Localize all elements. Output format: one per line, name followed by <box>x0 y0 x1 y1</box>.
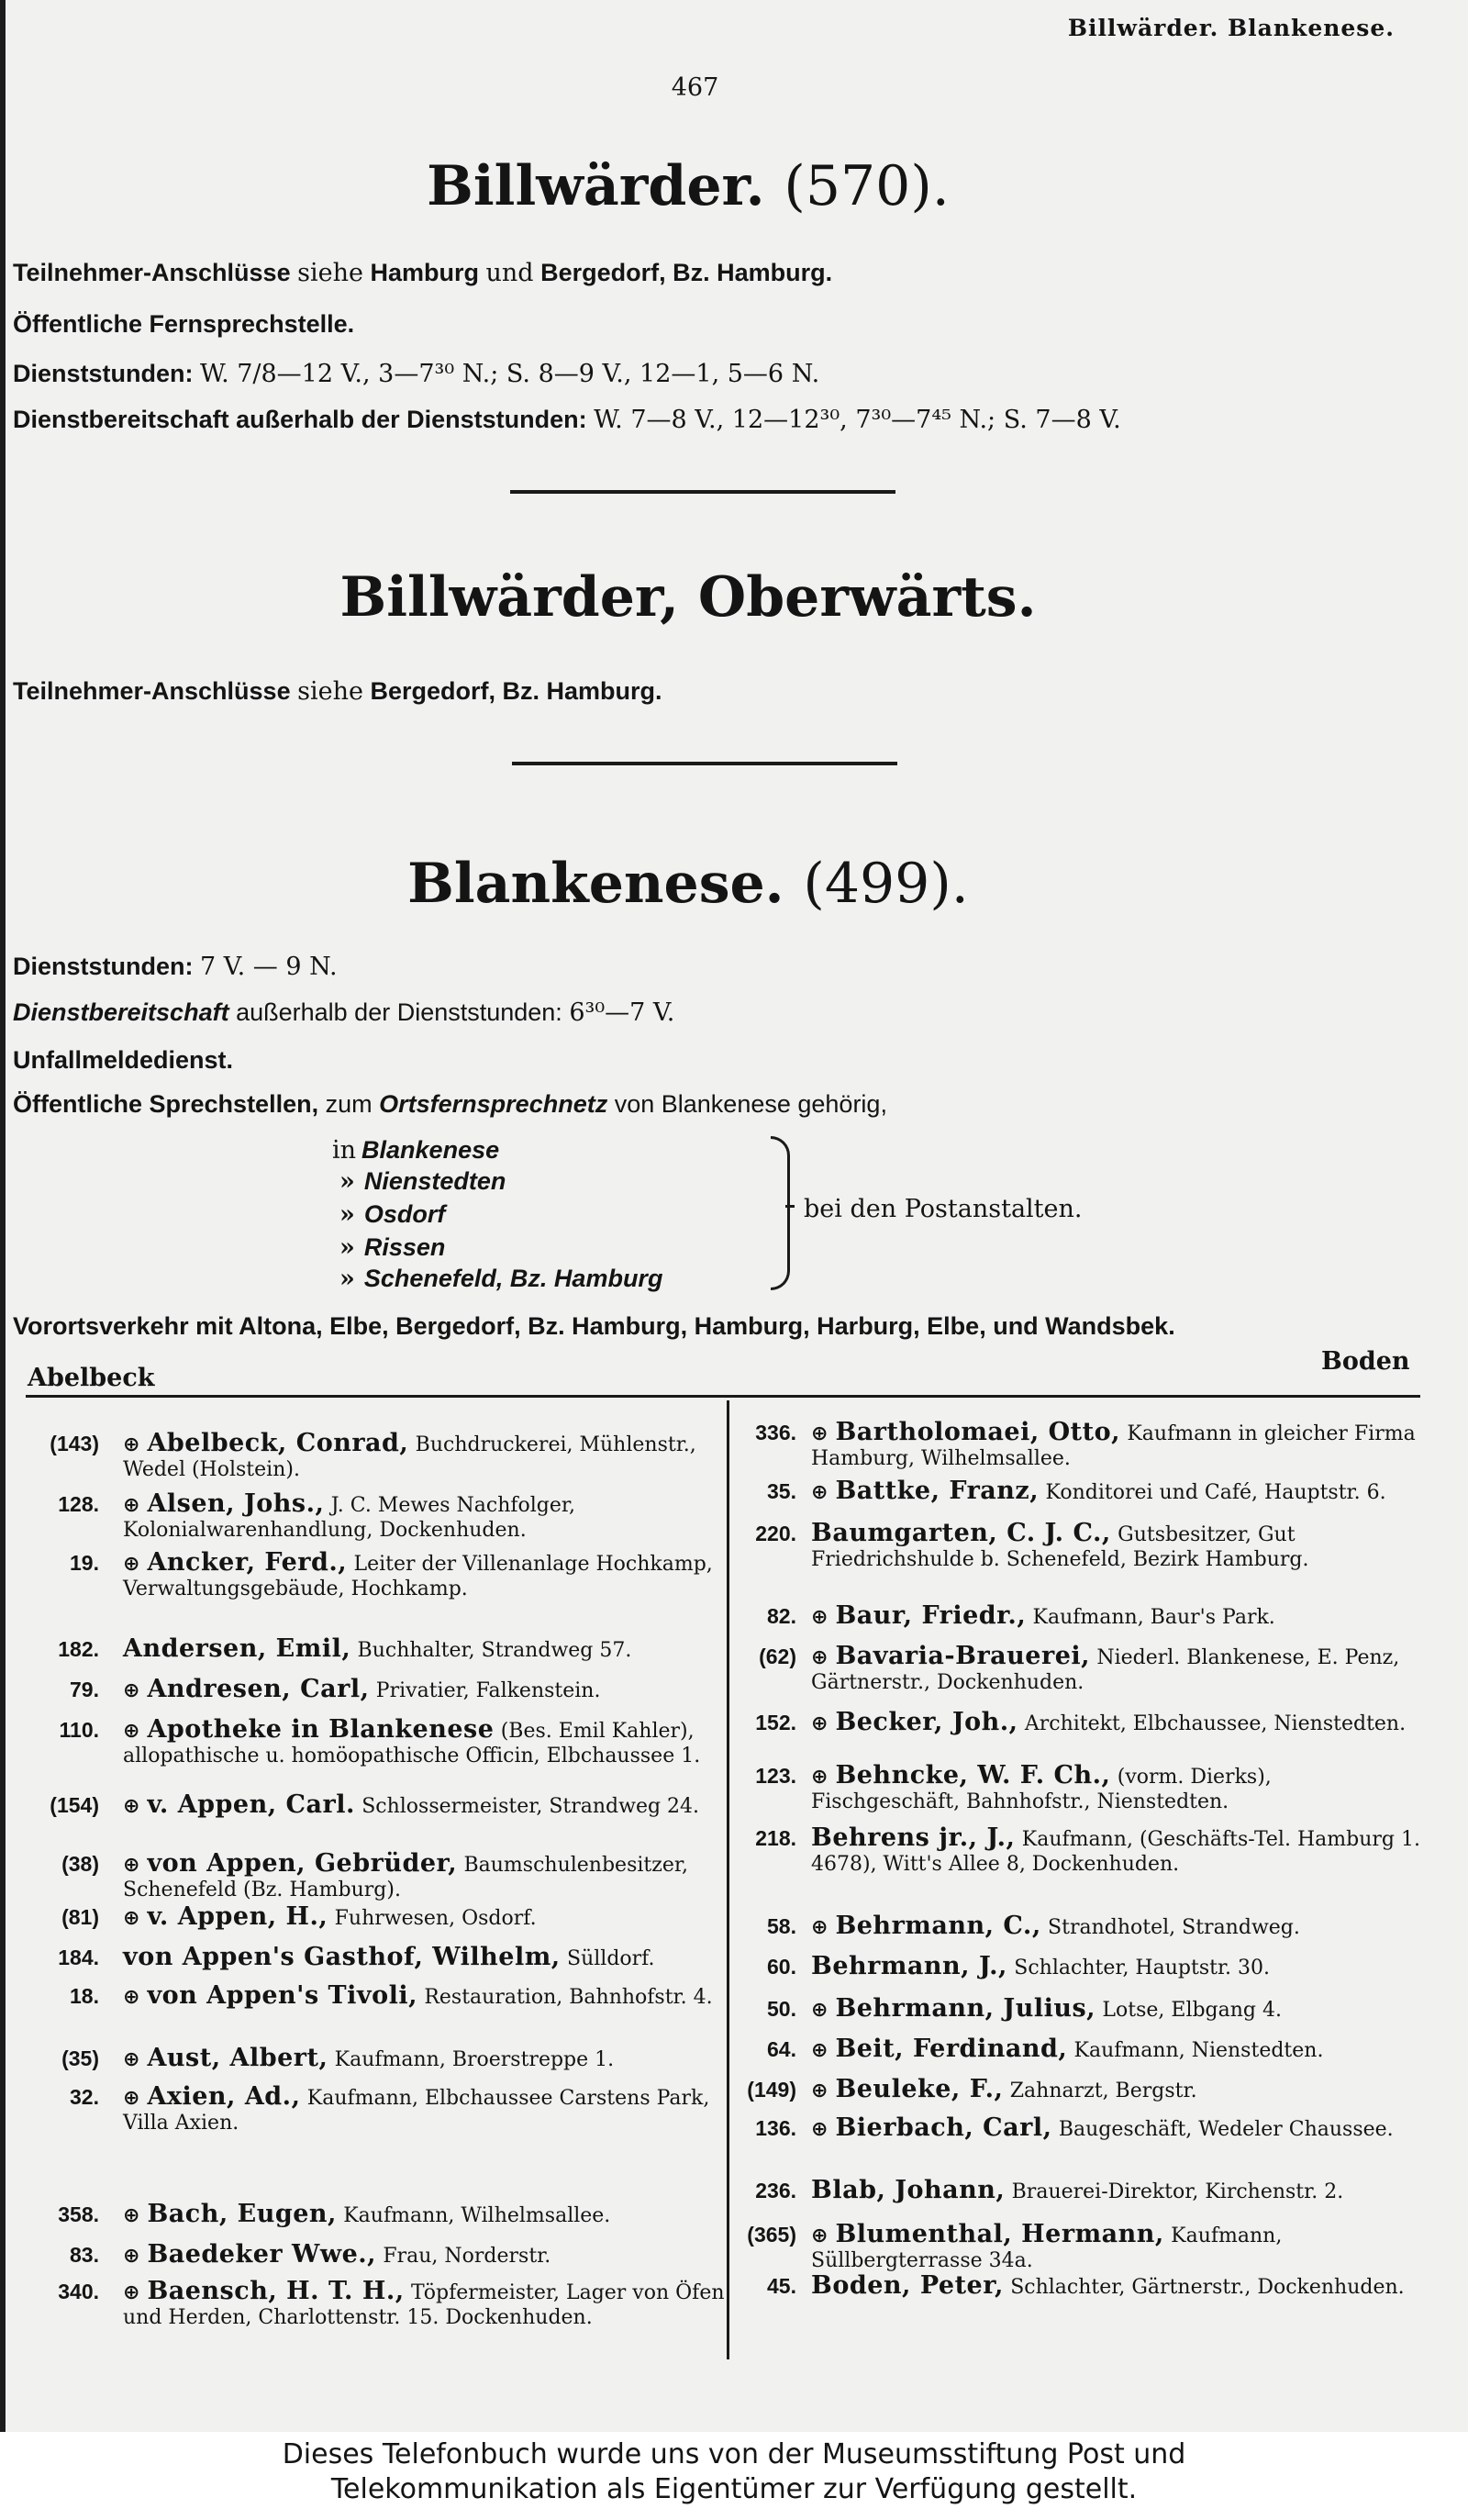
listing-right-column <box>705 1402 1422 2384</box>
telephone-marker-icon: ⊕ <box>123 1679 140 1702</box>
brace-tip <box>785 1205 795 1208</box>
entry-number: (38) <box>61 1852 99 1876</box>
oberwaerts-subscribers-line: Teilnehmer-Anschlüsse siehe Bergedorf, Bz. Hamburg. <box>13 677 662 706</box>
entry-text <box>123 2202 728 2228</box>
entry-name: Behrens jr., J., <box>811 1823 1016 1852</box>
billwaerder-standby-hours: Dienstbereitschaft außerhalb der Dienststunden: W. 7—8 V., 12—12³⁰, 7³⁰—7⁴⁵ N.; S. 7—8 V. <box>13 406 1121 434</box>
entry-number: (81) <box>61 1905 99 1929</box>
entry-description: Frau, Norderstr. <box>383 2245 551 2268</box>
telephone-marker-icon: ⊕ <box>811 2080 829 2102</box>
entry-text <box>811 2271 1422 2300</box>
entry-description: Kaufmann, Baur's Park. <box>1032 1606 1275 1629</box>
entry-name: Behrmann, Julius, <box>835 1994 1096 2023</box>
entry-description: Kaufmann, Süllbergterrasse 34a. <box>811 2225 1283 2272</box>
telephone-marker-icon: ⊕ <box>811 1999 829 2022</box>
entry-description: J. C. Mewes Nachfolger, Kolonialwarenhandlung, Dockenhuden. <box>123 1494 575 1542</box>
entry-name: v. Appen, H., <box>147 1902 328 1931</box>
entry-text <box>123 1675 728 1703</box>
vororts-line: Vorortsverkehr mit Altona, Elbe, Bergedorf, Bz. Hamburg, Hamburg, Harburg, Elbe, und Wandsbek. <box>13 1312 1175 1340</box>
guide-word-right: Boden <box>1321 1347 1410 1376</box>
entry-text <box>123 2046 728 2072</box>
entry-name: Bierbach, Carl, <box>835 2113 1052 2142</box>
entry-name: Aust, Albert, <box>147 2044 328 2072</box>
entry-description: Fuhrwesen, Osdorf. <box>334 1907 537 1930</box>
entry-number: 128. <box>58 1492 99 1516</box>
entry-description: Schlossermeister, Strandweg 24. <box>361 1795 700 1818</box>
guide-word-left: Abelbeck <box>28 1364 155 1392</box>
entry-number: 110. <box>59 1718 99 1742</box>
entry-number: 218. <box>755 1826 796 1850</box>
entry-description: (vorm. Dierks), Fischgeschäft, Bahnhofstr., Nienstedten. <box>811 1766 1272 1813</box>
office-item: » Rissen <box>339 1233 446 1262</box>
entry-number: 152. <box>755 1711 796 1734</box>
footer-notice <box>0 2432 1468 2520</box>
telephone-marker-icon: ⊕ <box>811 1766 829 1789</box>
billwaerder-subscribers-line: Teilnehmer-Anschlüsse siehe Hamburg und Bergedorf, Bz. Hamburg. <box>13 259 833 287</box>
blankenese-service-hours: Dienststunden: 7 V. — 9 N. <box>13 953 338 981</box>
office-item: » Nienstedten <box>339 1167 506 1196</box>
telephone-marker-icon: ⊕ <box>811 2039 829 2062</box>
entry-name: Beuleke, F., <box>835 2075 1004 2103</box>
entry-number: 45. <box>767 2274 796 2298</box>
blankenese-accident-service: Unfallmeldedienst. <box>13 1046 234 1074</box>
entry-number: 336. <box>755 1421 796 1444</box>
section-divider <box>512 762 897 765</box>
entry-text <box>811 2176 1422 2204</box>
entry-text <box>811 2075 1422 2103</box>
section-title-text: Billwärder. <box>427 154 765 218</box>
entry-number: 64. <box>767 2037 796 2061</box>
entry-text <box>811 1823 1422 1877</box>
entry-description: Kaufmann, Elbchaussee Carstens Park, Villa Axien. <box>123 2087 710 2135</box>
entry-text <box>123 1849 728 1902</box>
page-number: 467 <box>671 73 719 102</box>
entry-text <box>123 1429 728 1482</box>
running-head: Billwärder. Blankenese. <box>1067 15 1395 41</box>
listing-top-rule <box>26 1395 1420 1398</box>
section-title-billwaerder <box>0 154 1376 218</box>
entry-number: (154) <box>50 1793 99 1817</box>
telephone-marker-icon: ⊕ <box>123 1433 140 1456</box>
entry-number: (62) <box>759 1645 796 1668</box>
footer-line: Dieses Telefonbuch wurde uns von der Museumsstiftung Post und <box>282 2438 1186 2470</box>
section-title-blankenese <box>0 852 1376 916</box>
brace <box>771 1136 790 1290</box>
entry-text <box>123 1943 728 1971</box>
entry-description: Privatier, Falkenstein. <box>375 1679 601 1702</box>
telephone-marker-icon: ⊕ <box>123 1907 140 1930</box>
entry-description: Kaufmann in gleicher Firma Hamburg, Wilhelmsallee. <box>811 1422 1416 1470</box>
entry-description: Brauerei-Direktor, Kirchenstr. 2. <box>1011 2180 1344 2203</box>
entry-name: von Appen, Gebrüder, <box>147 1849 458 1878</box>
entry-description: Architekt, Elbchaussee, Nienstedten. <box>1024 1712 1407 1735</box>
entry-text <box>811 1952 1422 1980</box>
listing-left-column <box>26 1411 727 2384</box>
telephone-marker-icon: ⊕ <box>811 2118 829 2141</box>
entry-name: Apotheke in Blankenese <box>147 1715 495 1744</box>
entry-number: 35. <box>767 1479 796 1503</box>
office-item: » Osdorf <box>339 1200 446 1229</box>
entry-name: Behncke, W. F. Ch., <box>835 1761 1111 1790</box>
entry-name: Baedeker Wwe., <box>147 2240 377 2269</box>
entry-description: Kaufmann, Nienstedten. <box>1073 2039 1324 2062</box>
section-number: (499). <box>803 852 969 916</box>
entry-text <box>123 1902 728 1931</box>
entry-description: Sülldorf. <box>567 1947 655 1970</box>
entry-description: Strandhotel, Strandweg. <box>1048 1916 1300 1939</box>
entry-number: 123. <box>755 1764 796 1788</box>
entry-description: Konditorei und Café, Hauptstr. 6. <box>1045 1481 1386 1504</box>
entry-name: Behrmann, J., <box>811 1952 1007 1980</box>
entry-number: 32. <box>70 2085 99 2109</box>
telephone-marker-icon: ⊕ <box>123 1553 140 1576</box>
telephone-marker-icon: ⊕ <box>123 1854 140 1877</box>
entry-number: 182. <box>58 1637 99 1661</box>
entry-description: Zahnarzt, Bergstr. <box>1009 2080 1197 2102</box>
entry-text <box>811 2113 1422 2142</box>
entry-number: 50. <box>767 1997 796 2021</box>
footer-line: Telekommunikation als Eigentümer zur Verfügung gestellt. <box>330 2473 1138 2505</box>
entry-description: Niederl. Blankenese, E. Penz, Gärtnerstr., Dockenhuden. <box>811 1646 1400 1694</box>
entry-description: Töpfermeister, Lager von Öfen und Herden, Charlottenstr. 15. Dockenhuden. <box>123 2281 725 2329</box>
entry-name: Bartholomaei, Otto, <box>835 1418 1121 1446</box>
entry-name: Baumgarten, C. J. C., <box>811 1519 1111 1547</box>
telephone-marker-icon: ⊕ <box>811 2225 829 2247</box>
entry-text <box>123 1548 728 1601</box>
telephone-marker-icon: ⊕ <box>123 2087 140 2110</box>
entry-description: Schlachter, Gärtnerstr., Dockenhuden. <box>1010 2276 1405 2299</box>
entry-text <box>123 2082 728 2135</box>
telephone-marker-icon: ⊕ <box>123 2245 140 2268</box>
entry-number: 58. <box>767 1914 796 1938</box>
section-number: (570). <box>784 154 950 218</box>
entry-text <box>811 1761 1422 1814</box>
telephone-marker-icon: ⊕ <box>811 1712 829 1735</box>
entry-name: Battke, Franz, <box>835 1477 1040 1505</box>
entry-number: 83. <box>70 2243 99 2267</box>
entry-description: (Bes. Emil Kahler), allopathische u. homöopathische Officin, Elbchaussee 1. <box>123 1720 701 1767</box>
entry-description: Kaufmann, (Geschäfts-Tel. Hamburg 1. 4678), Witt's Allee 8, Dockenhuden. <box>811 1828 1420 1876</box>
entry-number: 236. <box>755 2179 796 2202</box>
entry-number: 358. <box>58 2202 99 2226</box>
telephone-marker-icon: ⊕ <box>123 2204 140 2227</box>
entry-name: Baensch, H. T. H., <box>147 2277 405 2305</box>
entry-text <box>811 2220 1422 2273</box>
section-title-text: Blankenese. <box>407 852 784 916</box>
entry-text <box>811 1418 1422 1471</box>
telephone-marker-icon: ⊕ <box>811 1481 829 1504</box>
entry-text <box>811 1479 1422 1505</box>
billwaerder-service-hours: Dienststunden: W. 7/8—12 V., 3—7³⁰ N.; S. 8—9 V., 12—1, 5—6 N. <box>13 360 820 388</box>
entry-description: Schlachter, Hauptstr. 30. <box>1014 1957 1271 1979</box>
telephone-marker-icon: ⊕ <box>123 1986 140 2009</box>
entry-text <box>811 1601 1422 1630</box>
entry-name: Bach, Eugen, <box>147 2200 337 2228</box>
entry-description: Kaufmann, Wilhelmsallee. <box>343 2204 611 2227</box>
office-item: in Blankenese <box>332 1136 500 1165</box>
entry-text <box>811 1519 1422 1572</box>
entry-number: 340. <box>58 2280 99 2303</box>
entry-text <box>123 1715 728 1768</box>
entry-number: 19. <box>70 1551 99 1575</box>
entry-text <box>811 1642 1422 1695</box>
entry-name: Abelbeck, Conrad, <box>147 1429 409 1457</box>
entry-number: 60. <box>767 1955 796 1979</box>
entry-number: (143) <box>50 1432 99 1455</box>
entry-number: 79. <box>70 1678 99 1701</box>
entry-text <box>811 1994 1422 2023</box>
entry-description: Buchdruckerei, Mühlenstr., Wedel (Holstein). <box>123 1433 696 1481</box>
section-title-oberwaerts: Billwärder, Oberwärts. <box>339 565 1037 630</box>
entry-description: Lotse, Elbgang 4. <box>1102 1999 1282 2022</box>
telephone-marker-icon: ⊕ <box>123 1795 140 1818</box>
entry-description: Kaufmann, Broerstreppe 1. <box>334 2048 615 2071</box>
entry-name: Axien, Ad., <box>147 2082 301 2111</box>
telephone-marker-icon: ⊕ <box>811 1422 829 1445</box>
entry-text <box>811 1708 1422 1736</box>
entry-number: 82. <box>767 1604 796 1628</box>
entry-name: Blab, Johann, <box>811 2176 1006 2204</box>
entry-text <box>123 1981 728 2010</box>
entry-text <box>123 1489 728 1543</box>
entry-text <box>123 1790 728 1819</box>
office-item: » Schenefeld, Bz. Hamburg <box>339 1265 663 1293</box>
telephone-marker-icon: ⊕ <box>811 1606 829 1629</box>
offices-note: bei den Postanstalten. <box>804 1195 1083 1223</box>
entry-description: Baumschulenbesitzer, Schenefeld (Bz. Hamburg). <box>123 1854 688 1901</box>
blankenese-standby-hours: Dienstbereitschaft außerhalb der Dienststunden: 6³⁰—7 V. <box>13 998 675 1027</box>
telephone-marker-icon: ⊕ <box>811 1646 829 1669</box>
entry-number: (35) <box>61 2046 99 2070</box>
entry-number: 18. <box>70 1984 99 2008</box>
telephone-marker-icon: ⊕ <box>811 1916 829 1939</box>
entry-description: Baugeschäft, Wedeler Chaussee. <box>1058 2118 1394 2141</box>
billwaerder-public-station: Öffentliche Fernsprechstelle. <box>13 310 355 338</box>
entry-name: v. Appen, Carl. <box>147 1790 355 1819</box>
entry-name: Baur, Friedr., <box>835 1601 1027 1630</box>
entry-name: Ancker, Ferd., <box>147 1548 348 1577</box>
entry-number: 136. <box>755 2116 796 2140</box>
entry-name: Becker, Joh., <box>835 1708 1018 1736</box>
entry-description: Leiter der Villenanlage Hochkamp, Verwaltungsgebäude, Hochkamp. <box>123 1553 713 1600</box>
page-edge-shadow <box>0 0 6 2432</box>
entry-number: 220. <box>755 1522 796 1545</box>
entry-name: Behrmann, C., <box>835 1912 1041 1940</box>
entry-description: Restauration, Bahnhofstr. 4. <box>424 1986 713 2009</box>
section-divider <box>510 490 895 494</box>
telephone-marker-icon: ⊕ <box>123 2048 140 2071</box>
entry-number: (365) <box>747 2223 796 2247</box>
entry-number: 184. <box>58 1946 99 1969</box>
blankenese-public-stations: Öffentliche Sprechstellen, zum Ortsfernsprechnetz von Blankenese gehörig, <box>13 1090 887 1118</box>
entry-description: Gutsbesitzer, Gut Friedrichshulde b. Schenefeld, Bezirk Hamburg. <box>811 1523 1309 1571</box>
telephone-marker-icon: ⊕ <box>123 1720 140 1743</box>
entry-text <box>123 1634 728 1663</box>
entry-text <box>811 1914 1422 1940</box>
entry-number: (149) <box>747 2078 796 2102</box>
entry-name: Beit, Ferdinand, <box>835 2035 1068 2063</box>
entry-name: von Appen's Tivoli, <box>147 1981 418 2010</box>
entry-name: Andersen, Emil, <box>123 1634 351 1663</box>
telephone-marker-icon: ⊕ <box>123 2281 140 2304</box>
entry-text <box>123 2277 728 2330</box>
telephone-marker-icon: ⊕ <box>123 1494 140 1517</box>
entry-name: Andresen, Carl, <box>147 1675 370 1703</box>
entry-text <box>811 2037 1422 2063</box>
entry-name: Bavaria-Brauerei, <box>835 1642 1091 1670</box>
entry-name: von Appen's Gasthof, Wilhelm, <box>123 1943 561 1971</box>
entry-name: Boden, Peter, <box>811 2271 1004 2300</box>
entry-description: Buchhalter, Strandweg 57. <box>357 1639 632 1662</box>
entry-name: Alsen, Johs., <box>147 1489 325 1518</box>
entry-name: Blumenthal, Hermann, <box>835 2220 1164 2248</box>
entry-text <box>123 2240 728 2269</box>
